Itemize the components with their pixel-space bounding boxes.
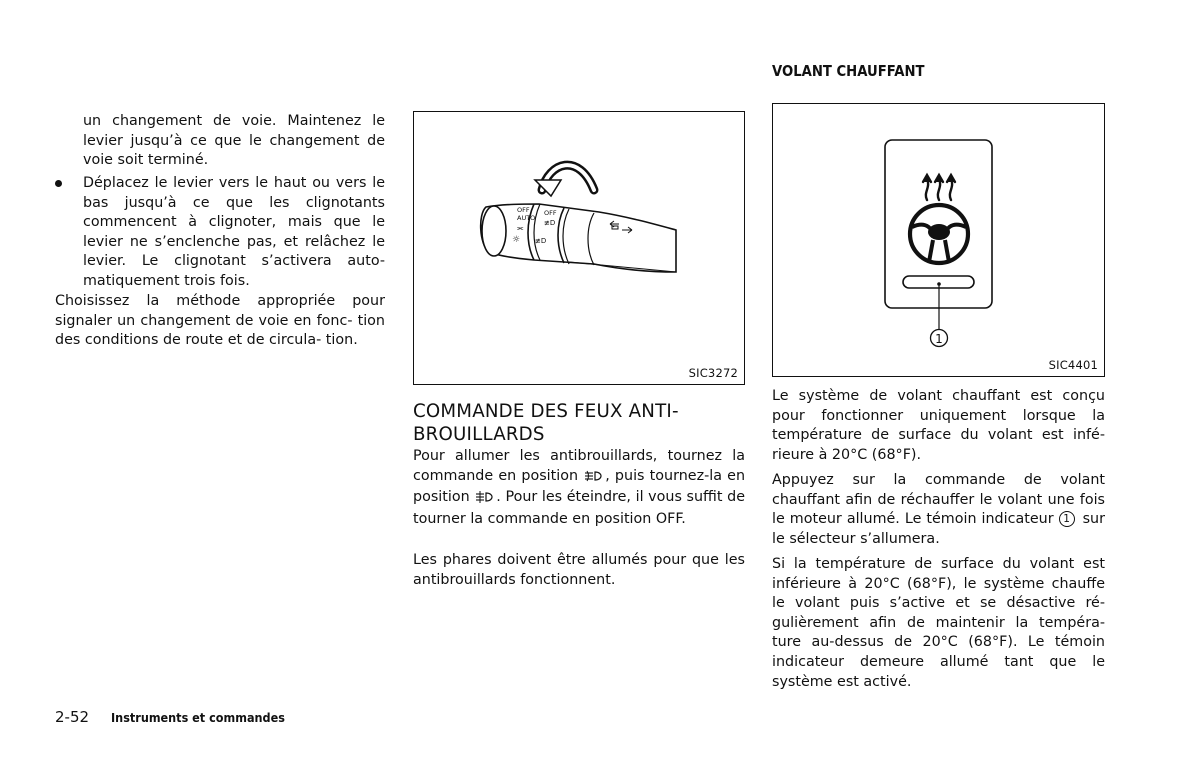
heated-wheel-para3: Si la température de surface du volant est inférieure à 20°C (68°F), le système chauffe le volant puis s’active et se désactive ré- gulièrement afin de maintenir la tempéra- ture au-dessus de 20°C (68°F). Le témoin indicateur demeure allumé tant que le système est activé. (772, 556, 1105, 690)
figure-lever (413, 111, 745, 385)
lever-label-off-outer: OFF (517, 206, 530, 214)
lever-illustration (414, 112, 744, 384)
heated-para2-part-a: Appuyez sur la commande de volant chauffant afin de réchauffer le volant une fois le moteur allumé. Le témoin indicateur (772, 472, 1105, 528)
heated-para2-part-b: sur le sélecteur s’allumera. (772, 511, 1105, 547)
heated-wheel-switch-illustration (773, 104, 1104, 376)
left-para-method: Choisissez la méthode appropriée pour signaler un changement de voie en fonc- tion des conditions de route et de circula- tion. (55, 293, 385, 349)
figure-code: SIC3272 (688, 366, 738, 380)
figure-code: SIC4401 (1048, 358, 1098, 372)
fog-lights-para1 (413, 447, 745, 529)
indicator-callout-ref: 1 (1059, 511, 1075, 527)
fog-lights-para2: Les phares doivent être allumés pour que les antibrouillards fonctionnent. (413, 552, 745, 588)
fog-para-part-b: , puis tournez-la en position (413, 467, 746, 506)
fog-para-part-a: Pour allumer les antibrouillards, tournez la commande en position (413, 448, 745, 484)
lever-label-fog-rear: ≢D (535, 237, 547, 245)
heated-wheel-para2 (772, 471, 1105, 549)
left-bullet-text: Déplacez le levier vers le haut ou vers le bas jusqu’à ce que les clignotants commencent à clignoter, mais que le levier ne s’enclenche pas, et relâchez le levier. Le clignotant s’activera auto- matiquement trois fois. (83, 175, 385, 289)
page-number: 2-52 (55, 708, 90, 726)
left-para-continuation: un changement de voie. Maintenez le levier jusqu’à ce que le changement de voie soit terminé. (83, 113, 385, 169)
fog-light-front-icon (583, 469, 605, 489)
fog-lights-section-title: COMMANDE DES FEUX ANTI- BROUILLARDS (413, 401, 679, 445)
heated-wheel-para1: Le système de volant chauffant est conçu pour fonctionner uniquement lorsque la température de surface du volant est infé- rieure à 20°C (68°F). (772, 388, 1105, 463)
lever-label-auto: AUTO (517, 214, 536, 222)
callout-number: 1 (935, 332, 943, 346)
footer-section-title: Instruments et commandes (111, 710, 285, 725)
lever-label-fog-front: ≢D (544, 219, 556, 227)
figure-heated-wheel (772, 103, 1105, 377)
fog-para-part-c: . Pour les éteindre, il vous suffit de tourner la commande en position OFF. (413, 489, 745, 527)
lever-label-parking: ⫘ (517, 224, 524, 232)
fog-light-rear-icon (474, 490, 496, 510)
lever-label-headlight: ☼ (512, 235, 521, 245)
heated-wheel-section-title: VOLANT CHAUFFANT (772, 62, 925, 80)
lever-label-off-inner: OFF (544, 209, 557, 217)
